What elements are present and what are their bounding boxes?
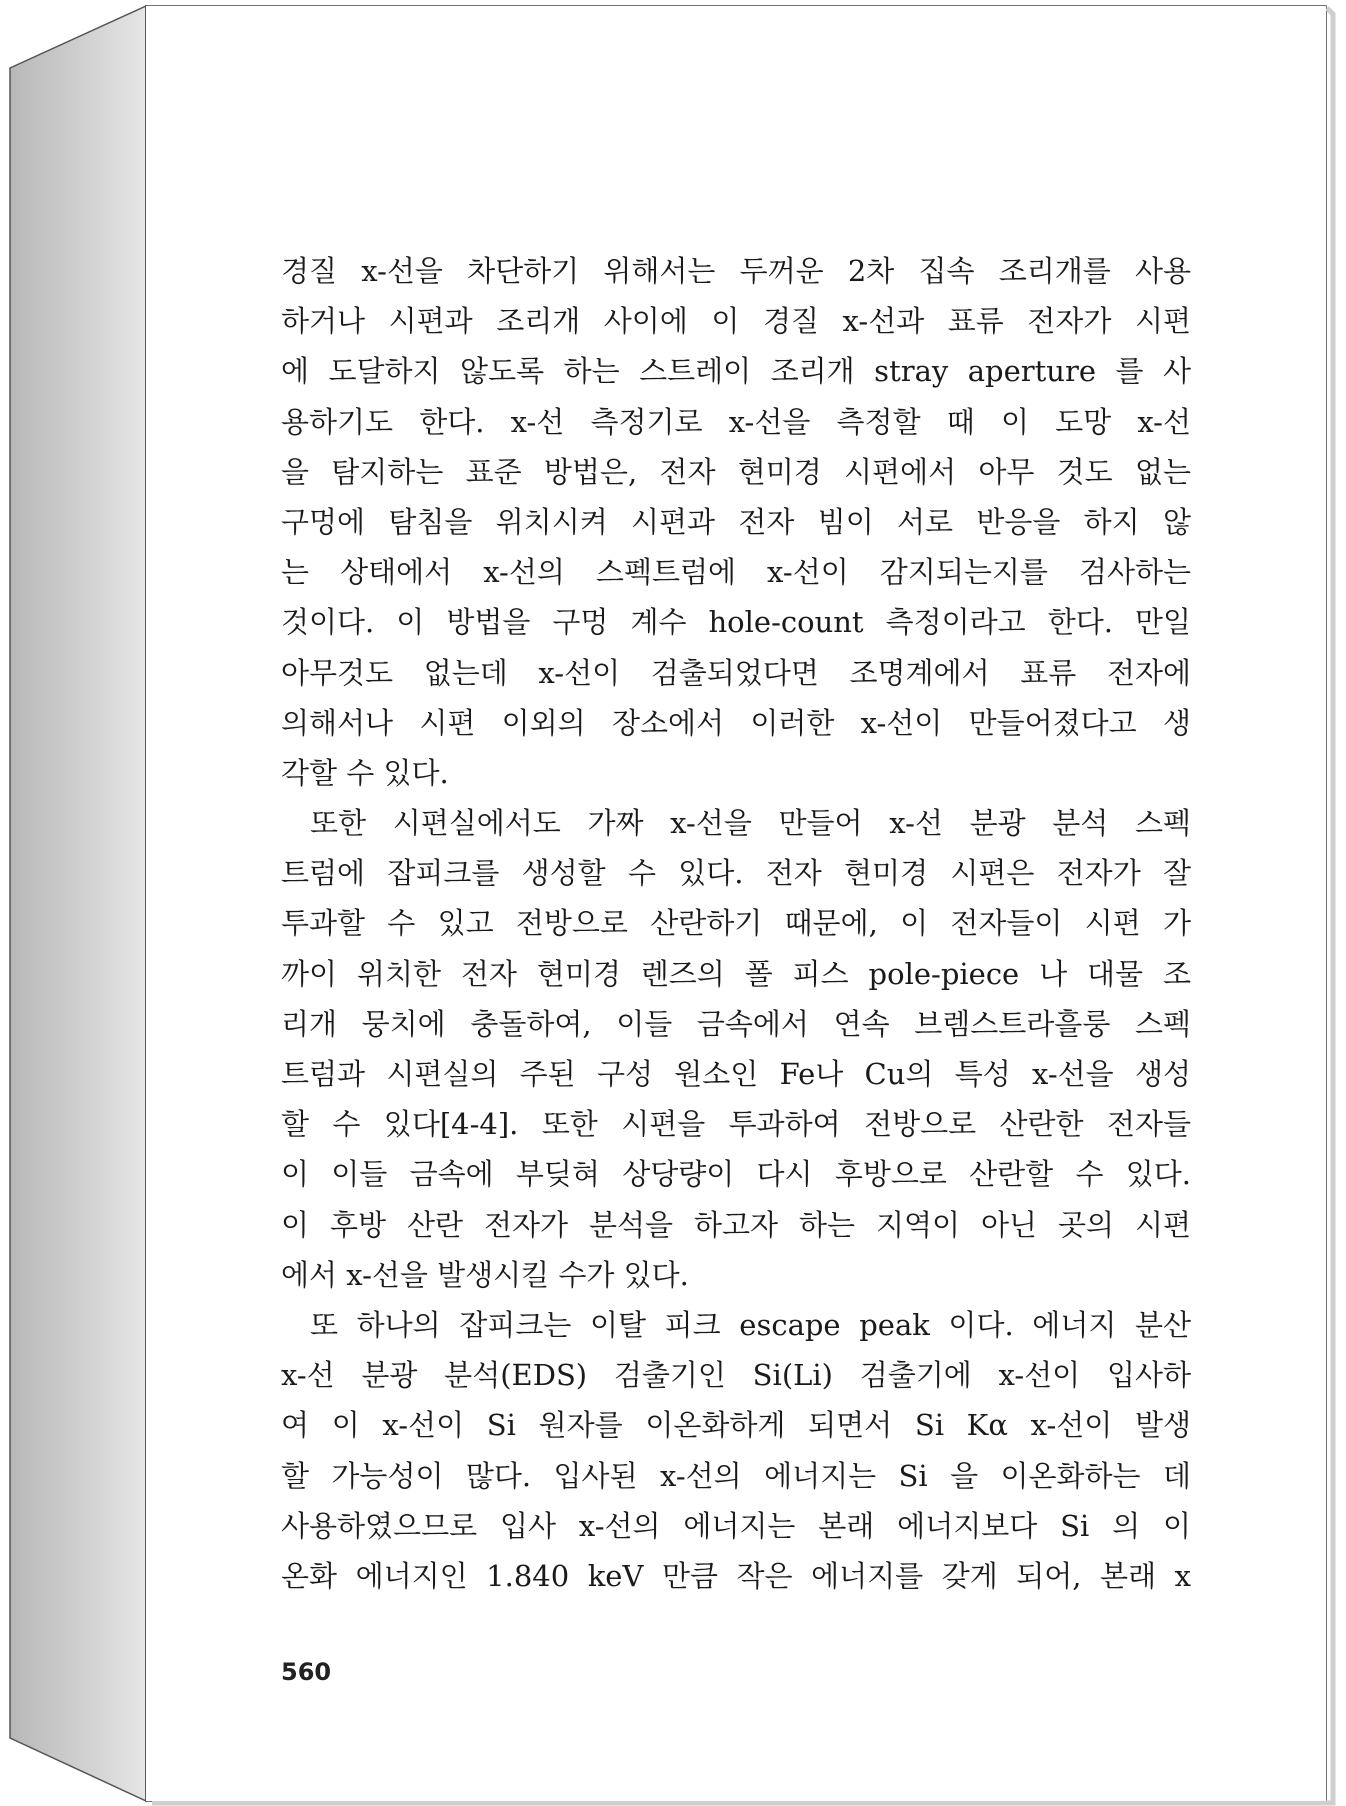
text-line: x-선 분광 분석(EDS) 검출기인 Si(Li) 검출기에 x-선이 입사하 <box>281 1358 1191 1393</box>
text-line: 리개 뭉치에 충돌하여, 이들 금속에서 연속 브렘스트라흘룽 스펙 <box>281 1006 1191 1041</box>
text-line: 을 탐지하는 표준 방법은, 전자 현미경 시편에서 아무 것도 없는 <box>281 454 1191 489</box>
book-page <box>146 6 1326 1801</box>
text-line: 에 도달하지 않도록 하는 스트레이 조리개 stray aperture 를 사 <box>281 354 1191 389</box>
text-line: 것이다. 이 방법을 구멍 계수 hole-count 측정이라고 한다. 만일 <box>281 605 1191 640</box>
text-line: 또 하나의 잡피크는 이탈 피크 escape peak 이다. 에너지 분산 <box>310 1307 1191 1342</box>
text-line: 투과할 수 있고 전방으로 산란하기 때문에, 이 전자들이 시편 가 <box>281 906 1191 941</box>
text-line: 하거나 시편과 조리개 사이에 이 경질 x-선과 표류 전자가 시편 <box>281 304 1191 339</box>
text-line: 온화 에너지인 1.840 keV 만큼 작은 에너지를 갖게 되어, 본래 x <box>281 1558 1191 1593</box>
text-line: 할 가능성이 많다. 입사된 x-선의 에너지는 Si 을 이온화하는 데 <box>281 1458 1191 1493</box>
page-number: 560 <box>281 1658 332 1686</box>
text-line: 용하기도 한다. x-선 측정기로 x-선을 측정할 때 이 도망 x-선 <box>281 404 1191 439</box>
text-line: 의해서나 시편 이외의 장소에서 이러한 x-선이 만들어졌다고 생 <box>281 705 1191 740</box>
text-line: 이 이들 금속에 부딪혀 상당량이 다시 후방으로 산란할 수 있다. <box>281 1157 1191 1192</box>
text-line: 경질 x-선을 차단하기 위해서는 두꺼운 2차 집속 조리개를 사용 <box>281 254 1191 288</box>
text-line: 여 이 x-선이 Si 원자를 이온화하게 되면서 Si Kα x-선이 발생 <box>281 1408 1191 1443</box>
book-spine <box>10 6 146 1801</box>
text-line: 각할 수 있다. <box>281 755 449 790</box>
text-line: 는 상태에서 x-선의 스펙트럼에 x-선이 감지되는지를 검사하는 <box>281 555 1191 590</box>
text-line: 또한 시편실에서도 가짜 x-선을 만들어 x-선 분광 분석 스펙 <box>310 806 1191 841</box>
text-line: 구멍에 탐침을 위치시켜 시편과 전자 빔이 서로 반응을 하지 않 <box>281 504 1191 539</box>
text-line: 까이 위치한 전자 현미경 렌즈의 폴 피스 pole-piece 나 대물 조 <box>281 956 1191 991</box>
text-line: 트럼과 시편실의 주된 구성 원소인 Fe나 Cu의 특성 x-선을 생성 <box>281 1057 1191 1091</box>
text-line: 이 후방 산란 전자가 분석을 하고자 하는 지역이 아닌 곳의 시편 <box>281 1207 1191 1242</box>
text-line: 사용하였으므로 입사 x-선의 에너지는 본래 에너지보다 Si 의 이 <box>281 1508 1191 1543</box>
text-line: 에서 x-선을 발생시킬 수가 있다. <box>281 1257 689 1292</box>
text-line: 아무것도 없는데 x-선이 검출되었다면 조명계에서 표류 전자에 <box>281 655 1191 690</box>
text-line: 트럼에 잡피크를 생성할 수 있다. 전자 현미경 시편은 전자가 잘 <box>281 856 1191 891</box>
text-line: 할 수 있다[4-4]. 또한 시편을 투과하여 전방으로 산란한 전자들 <box>281 1107 1191 1142</box>
body-text <box>281 246 1191 1601</box>
